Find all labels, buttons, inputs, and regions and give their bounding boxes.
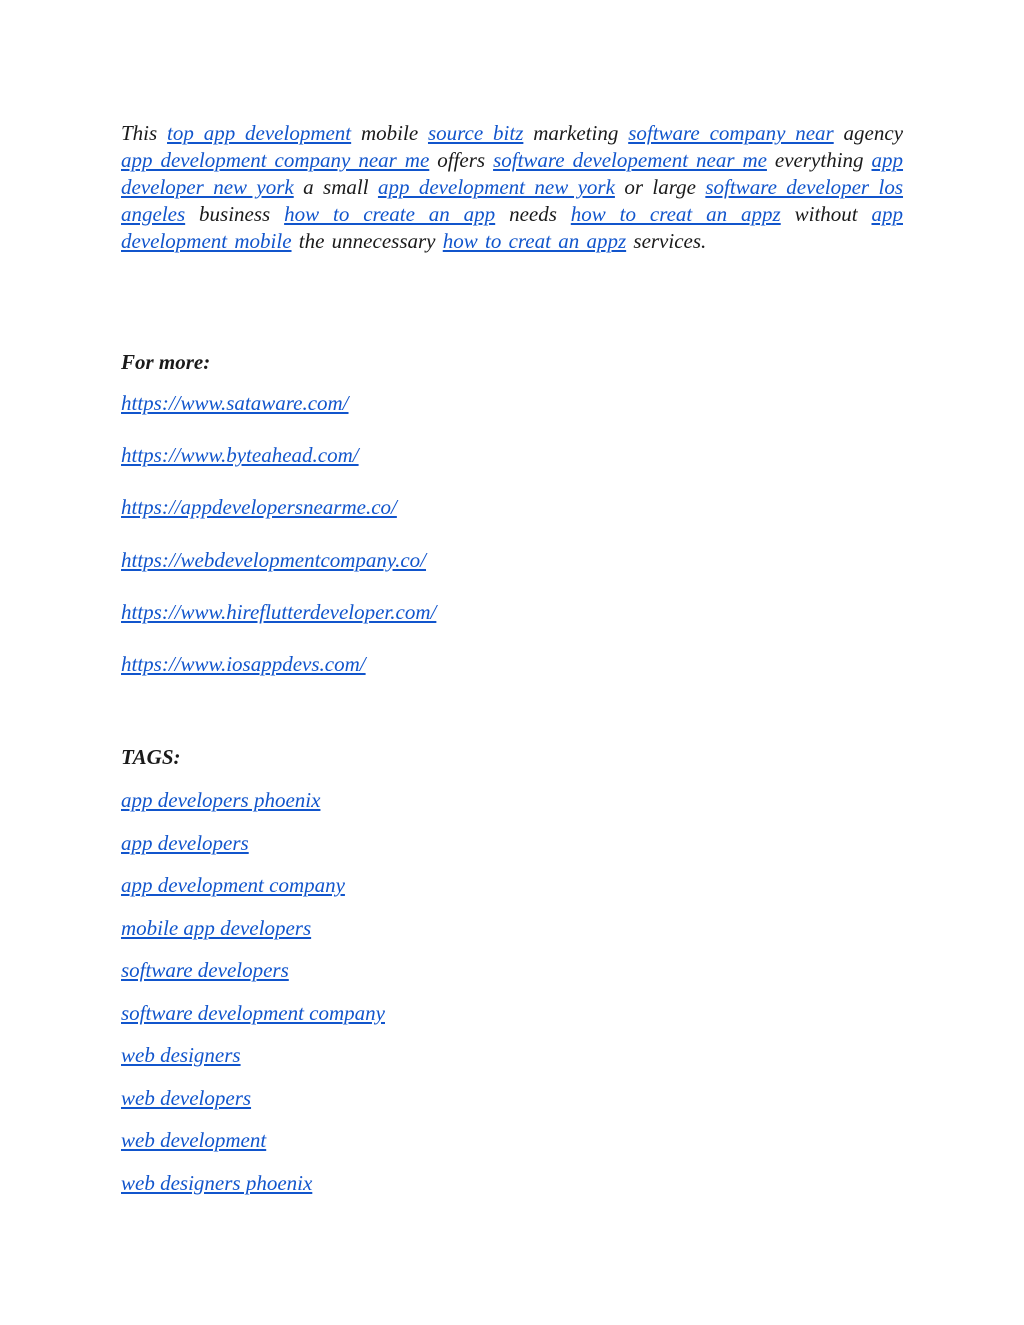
intro-paragraph [121,120,903,255]
list-item [121,1043,385,1086]
list-item [121,600,436,652]
list-item [121,495,436,547]
intro-link[interactable]: app development mobile [121,202,903,253]
intro-link[interactable]: top app development [167,121,352,145]
list-item [121,391,436,443]
intro-link[interactable]: app developer new york [121,148,904,199]
list-item [121,1128,385,1171]
intro-text: a small [293,175,378,199]
list-item [121,652,436,704]
tag-link[interactable]: app developers [121,830,249,855]
intro-text: needs [495,202,571,226]
intro-text: everything [766,148,872,172]
tag-link[interactable]: mobile app developers [121,915,312,940]
list-item [121,548,436,600]
list-item [121,958,385,1001]
tag-link[interactable]: web designers [121,1043,241,1067]
website-link[interactable]: https://www.sataware.com/ [121,391,349,415]
intro-link[interactable]: app development new york [377,175,615,199]
intro-text: marketing [523,121,629,145]
intro-link[interactable]: app development company near me [121,148,430,172]
intro-link[interactable]: how to create an app [284,202,496,226]
list-item [121,916,385,959]
list-item [121,788,385,831]
tag-link[interactable]: web developers [121,1085,252,1110]
website-link[interactable]: https://www.byteahead.com/ [121,443,359,468]
list-item [121,1001,385,1044]
intro-text: business [185,202,285,226]
list-item [121,1171,385,1214]
for-more-heading: For more: [121,350,211,374]
tag-link[interactable]: app development company [121,873,345,897]
tags-heading: TAGS: [121,745,181,769]
tag-link[interactable]: software development company [121,1000,385,1025]
list-item [121,831,385,874]
website-link[interactable]: https://www.iosappdevs.com/ [121,651,366,676]
intro-text: the unnecessary [291,229,443,253]
website-link[interactable]: https://webdevelopmentcompany.co/ [121,547,427,572]
list-item [121,1086,385,1129]
intro-link[interactable]: how to creat an appz [442,229,627,253]
tag-link[interactable]: web designers phoenix [121,1170,313,1195]
tag-link[interactable]: web development [121,1128,267,1152]
intro-text: mobile [351,121,428,145]
tag-link[interactable]: software developers [121,958,289,982]
intro-text: or large [614,175,706,199]
website-link-list [121,391,436,704]
intro-link[interactable]: software developer los angeles [121,175,904,226]
intro-text: offers [429,148,494,172]
intro-text: services. [626,229,707,253]
intro-text: This [121,121,168,145]
tag-link[interactable]: app developers phoenix [121,788,321,812]
intro-link[interactable]: how to creat an appz [570,202,781,226]
intro-text: agency [833,121,904,145]
intro-text: without [780,202,872,226]
website-link[interactable]: https://www.hireflutterdeveloper.com/ [121,599,437,624]
intro-link[interactable]: source bitz [427,121,524,145]
intro-link[interactable]: software company near [628,121,834,145]
intro-link[interactable]: software developement near me [493,148,767,172]
tag-link-list [121,788,385,1213]
list-item [121,443,436,495]
list-item [121,873,385,916]
website-link[interactable]: https://appdevelopersnearme.co/ [121,495,397,520]
